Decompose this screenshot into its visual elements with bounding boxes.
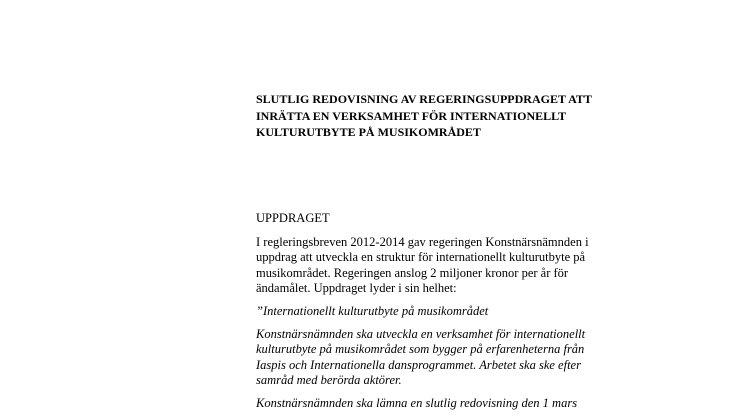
paragraph-line: I regleringsbreven 2012-2014 gav regeringen Konstnärsnämnden i bbox=[256, 234, 589, 249]
paragraph-line: ”Internationellt kulturutbyte på musikområdet bbox=[256, 303, 489, 318]
quote-title bbox=[256, 304, 646, 320]
paragraph-line: kulturutbyte på musikområdet som bygger på erfarenheterna från bbox=[256, 342, 585, 357]
paragraph-line: ändamålet. Uppdraget lyder i sin helhet: bbox=[256, 281, 457, 296]
document-body bbox=[256, 211, 646, 419]
paragraph-line: Konstnärsnämnden ska utveckla en verksamhet för internationellt bbox=[256, 326, 586, 341]
intro-paragraph bbox=[256, 235, 646, 297]
section-heading: UPPDRAGET bbox=[256, 211, 330, 225]
title-line: INRÄTTA EN VERKSAMHET FÖR INTERNATIONELLT bbox=[256, 108, 567, 123]
title-line: SLUTLIG REDOVISNING AV REGERINGSUPPDRAGET ATT bbox=[256, 92, 592, 106]
paragraph-line: musikområdet. Regeringen anslog 2 miljoner kronor per år för bbox=[256, 265, 569, 280]
paragraph-line: samråd med berörda aktörer. bbox=[256, 373, 402, 388]
quote-paragraph bbox=[256, 327, 646, 389]
paragraph-line: Iaspis och Internationella dansprogrammet. Arbetet ska ske efter bbox=[256, 357, 581, 372]
title-line: KULTURUTBYTE PÅ MUSIKOMRÅDET bbox=[256, 125, 481, 139]
document-title bbox=[256, 91, 656, 141]
paragraph-line: uppdrag att utveckla en struktur för internationellt kulturutbyte på bbox=[256, 250, 586, 265]
paragraph-line: Konstnärsnämnden ska lämna en slutlig redovisning den 1 mars bbox=[256, 395, 578, 410]
cutoff-paragraph bbox=[256, 396, 646, 412]
